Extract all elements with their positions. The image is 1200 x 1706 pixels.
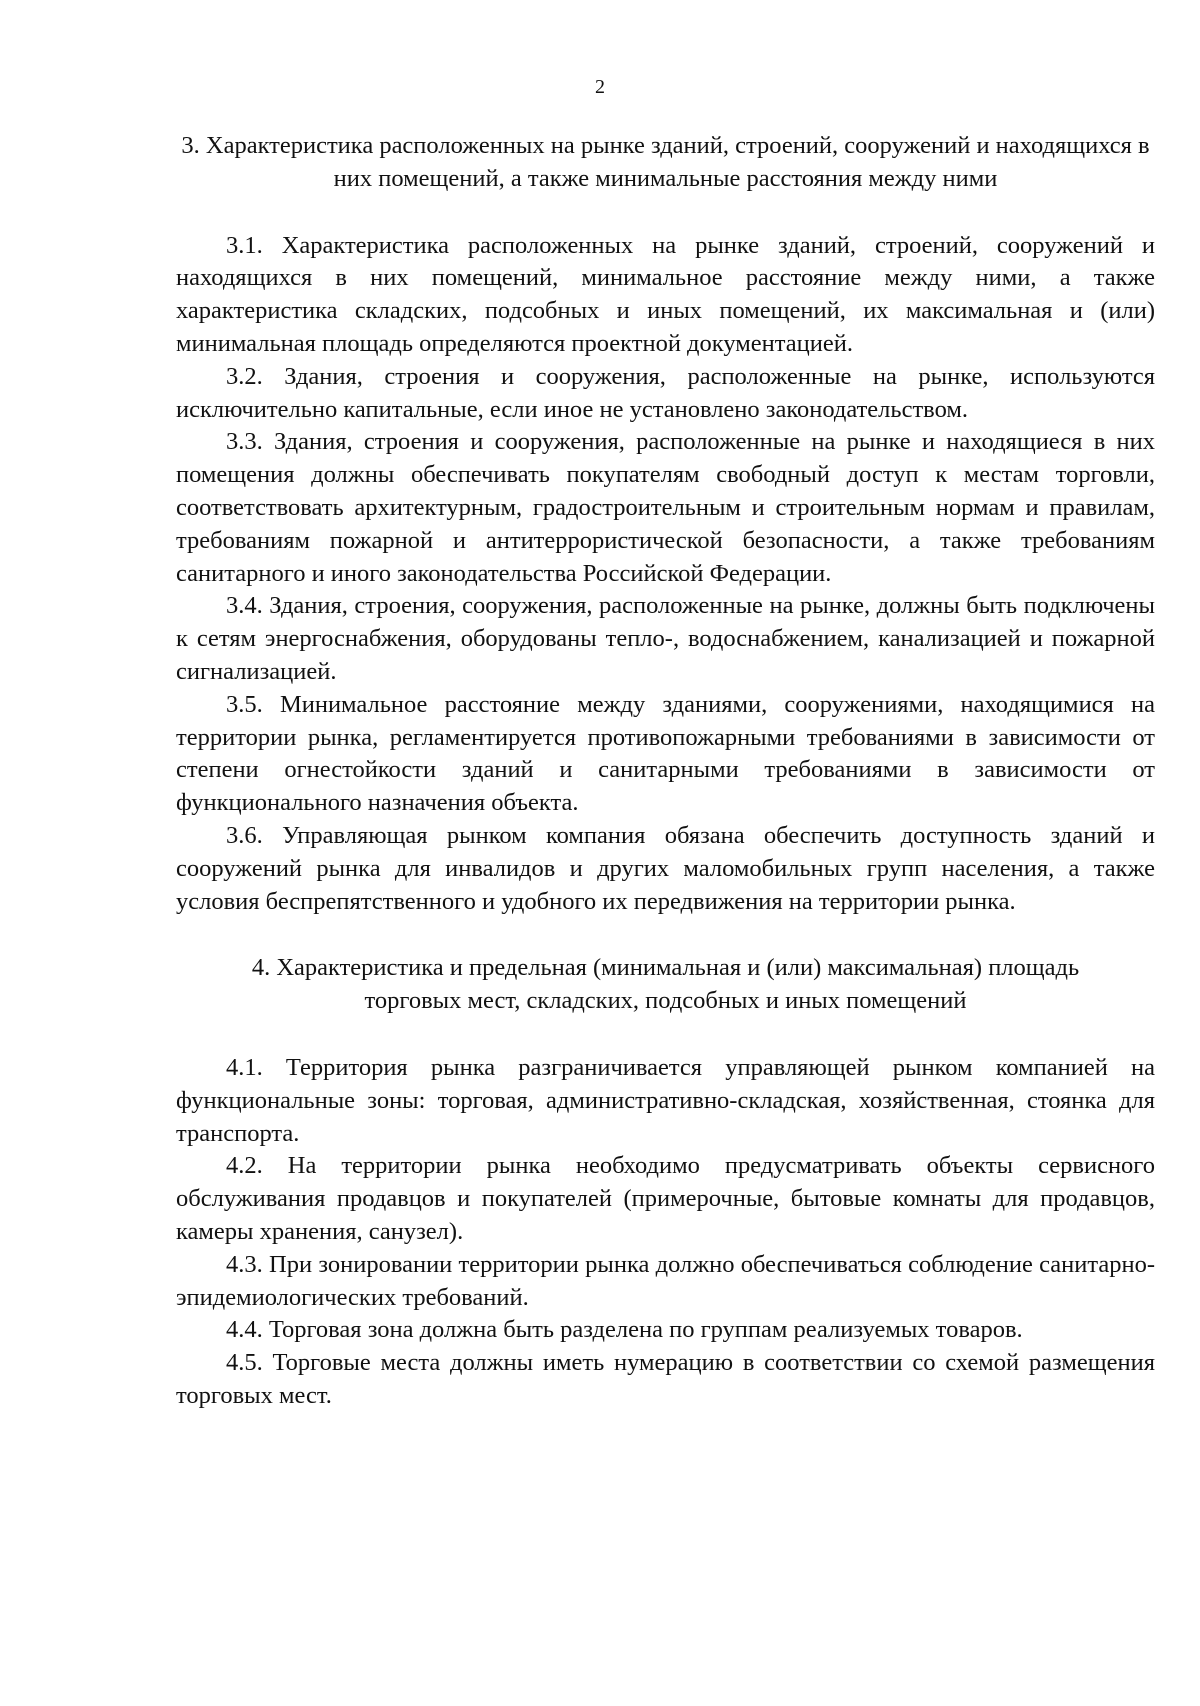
- paragraph-number: 4.4.: [226, 1316, 263, 1344]
- paragraph-text: Минимальное расстояние между зданиями, сооружениями, находящимися на территории рынка, регламентируется противопожарными требованиями в зависимости от степени огнестойкости зданий и санитарными требованиями в зависимости от функционального назначения объекта.: [176, 690, 1155, 817]
- section-3-heading: 3. Характеристика расположенных на рынке зданий, строений, сооружений и находящихся в них помещений, а также минимальные расстояния между ними: [181, 132, 1150, 192]
- paragraph-number: 3.1.: [226, 231, 263, 259]
- paragraph-3-6: [176, 820, 1155, 918]
- paragraph-text: Здания, строения и сооружения, расположенные на рынке и находящиеся в них помещения должны обеспечивать покупателям свободный доступ к местам торговли, соответствовать архитектурным, градостроительным и строительным нормам и правилам, требованиям пожарной и антитеррористической безопасности, а также требованиям санитарного и иного законодательства Российской Федерации.: [176, 428, 1155, 587]
- paragraph-number: 3.6.: [226, 821, 263, 849]
- paragraph-number: 3.4.: [226, 592, 263, 620]
- section-4-paragraphs: [176, 1052, 1155, 1413]
- page-number: 2: [595, 76, 605, 98]
- paragraph-text: Торговые места должны иметь нумерацию в соответствии со схемой размещения торговых мест.: [176, 1349, 1155, 1409]
- paragraph-number: 3.3.: [226, 428, 263, 456]
- paragraph-text: Характеристика расположенных на рынке зданий, строений, сооружений и находящихся в них помещений, минимальное расстояние между ними, а также характеристика складских, подсобных и иных помещений, их максимальная и (или) минимальная площадь определяются проектной документацией.: [176, 231, 1155, 357]
- paragraph-4-5: [176, 1347, 1155, 1413]
- paragraph-text: Здания, строения, сооружения, расположенные на рынке, должны быть подключены к сетям энергоснабжения, оборудованы тепло-, водоснабжением, канализацией и пожарной сигнализацией.: [176, 592, 1155, 685]
- paragraph-3-4: [176, 590, 1155, 688]
- section-4-heading: 4. Характеристика и предельная (минимальная и (или) максимальная) площадь торговых мест, складских, подсобных и иных помещений: [251, 954, 1080, 1015]
- paragraph-text: При зонировании территории рынка должно обеспечиваться соблюдение санитарно-эпидемиологических требований.: [176, 1250, 1156, 1311]
- paragraph-3-5: [176, 689, 1155, 820]
- paragraph-4-1: [176, 1052, 1155, 1150]
- paragraph-3-1: [176, 230, 1155, 361]
- paragraph-text: Здания, строения и сооружения, расположенные на рынке, используются исключительно капитальные, если иное не установлено законодательством.: [176, 362, 1156, 423]
- section-3-paragraphs: [176, 230, 1155, 919]
- document-body: [176, 130, 1155, 1413]
- paragraph-4-4: [176, 1314, 1155, 1347]
- paragraph-4-2: [176, 1150, 1155, 1248]
- paragraph-text: Управляющая рынком компания обязана обеспечить доступность зданий и сооружений рынка для инвалидов и других маломобильных групп населения, а также условия беспрепятственного и удобного их передвижения на территории рынка.: [176, 821, 1156, 915]
- paragraph-number: 4.1.: [226, 1053, 263, 1081]
- paragraph-number: 3.2.: [226, 362, 263, 390]
- paragraph-3-2: [176, 361, 1155, 427]
- paragraph-number: 4.2.: [226, 1152, 263, 1180]
- paragraph-text: Территория рынка разграничивается управляющей рынком компанией на функциональные зоны: торговая, административно-складская, хозяйственная, стоянка для транспорта.: [176, 1053, 1155, 1147]
- paragraph-number: 3.5.: [226, 690, 263, 718]
- paragraph-3-3: [176, 426, 1155, 590]
- paragraph-number: 4.5.: [226, 1349, 263, 1377]
- paragraph-text: На территории рынка необходимо предусматривать объекты сервисного обслуживания продавцов и покупателей (примерочные, бытовые комнаты для продавцов, камеры хранения, санузел).: [176, 1152, 1155, 1245]
- paragraph-4-3: [176, 1249, 1155, 1315]
- paragraph-text: Торговая зона должна быть разделена по группам реализуемых товаров.: [268, 1316, 1023, 1344]
- paragraph-number: 4.3.: [226, 1250, 263, 1278]
